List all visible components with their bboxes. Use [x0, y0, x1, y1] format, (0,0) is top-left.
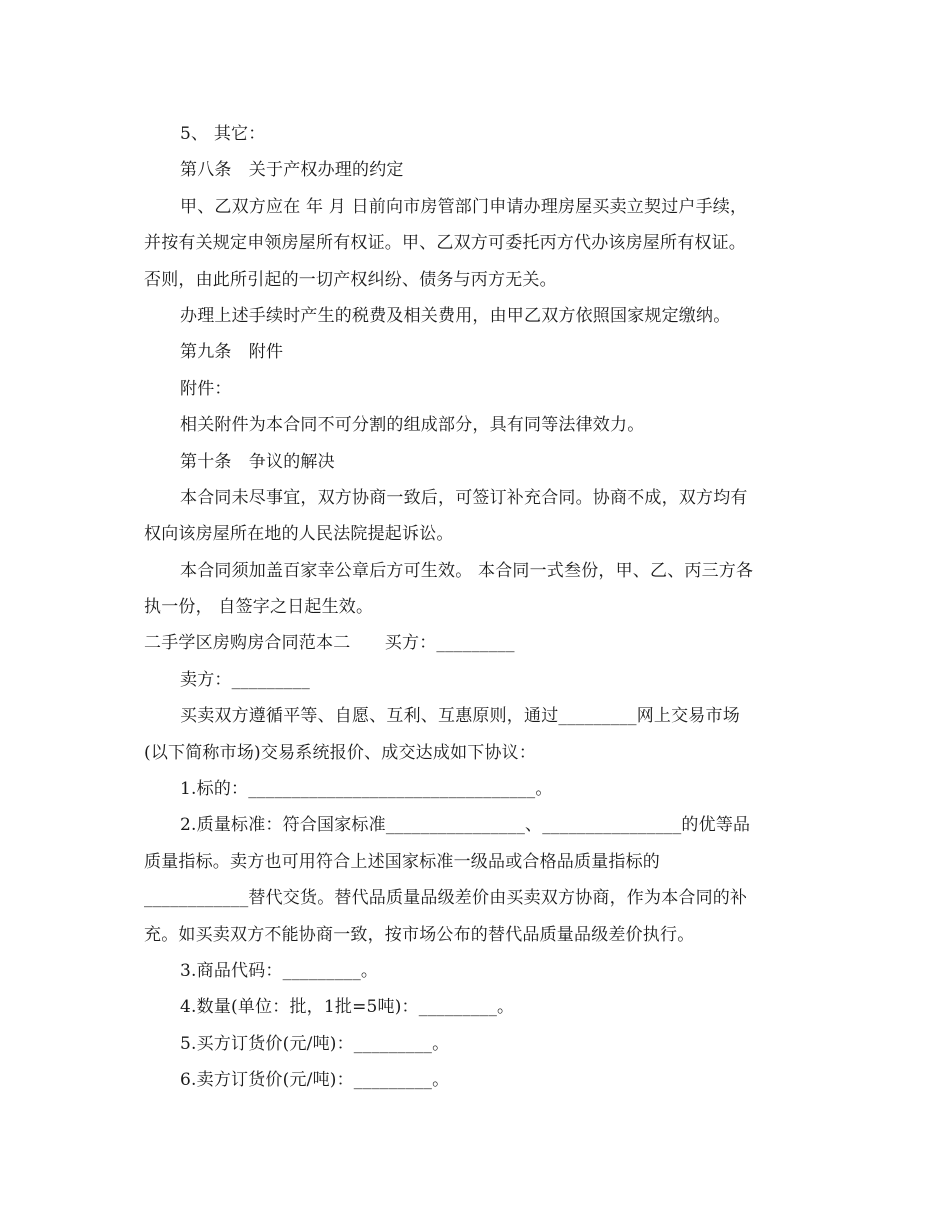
seller-line: 卖方：_________: [180, 669, 310, 690]
attachment-label: 附件：: [180, 378, 232, 399]
intro-para-line-1: 买卖双方遵循平等、自愿、互利、互惠原则，通过_________网上交易市场: [180, 706, 740, 727]
item-6-seller-price: 6.卖方订货价(元/吨)：_________。: [180, 1070, 450, 1091]
item-4-quantity: 4.数量(单位：批，1批=5吨)：_________。: [180, 997, 515, 1018]
article-8-heading: 第八条 关于产权办理的约定: [180, 160, 404, 181]
item-5-buyer-price: 5.买方订货价(元/吨)：_________。: [180, 1033, 450, 1054]
attachment-para: 相关附件为本合同不可分割的组成部分，具有同等法律效力。: [180, 415, 645, 436]
template-2-title-buyer: 二手学区房购房合同范本二 买方：_________: [144, 633, 515, 654]
article-8-para-1-line-1: 甲、乙双方应在 年 月 日前向市房管部门申请办理房屋买卖立契过户手续，: [180, 196, 748, 217]
item-2-quality-line-2: 质量指标。卖方也可用符合上述国家标准一级品或合格品质量指标的: [144, 851, 660, 872]
article-10-para-line-2: 权向该房屋所在地的人民法院提起诉讼。: [144, 524, 454, 545]
effect-para-line-2: 执一份， 自签字之日起生效。: [144, 597, 374, 618]
article-8-para-2: 办理上述手续时产生的税费及相关费用，由甲乙双方依照国家规定缴纳。: [180, 305, 731, 326]
effect-para-line-1: 本合同须加盖百家幸公章后方可生效。 本合同一式叁份，甲、乙、丙三方各: [180, 560, 754, 581]
item-3-commodity-code: 3.商品代码：_________。: [180, 960, 379, 981]
intro-para-line-2: (以下简称市场)交易系统报价、成交达成如下协议：: [144, 742, 537, 763]
clause-other: 5、 其它：: [180, 124, 266, 144]
article-10-para-line-1: 本合同未尽事宜，双方协商一致后，可签订补充合同。协商不成，双方均有: [180, 487, 748, 508]
article-9-heading: 第九条 附件: [180, 342, 284, 363]
item-2-quality-line-1: 2.质量标准：符合国家标准________________、________________的优等品: [180, 815, 751, 836]
document-body: [144, 116, 809, 1099]
article-8-para-1-line-3: 否则，由此所引起的一切产权纠纷、债务与丙方无关。: [144, 269, 557, 290]
article-8-para-1-line-2: 并按有关规定申领房屋所有权证。甲、乙双方可委托丙方代办该房屋所有权证。: [144, 233, 746, 254]
article-10-heading: 第十条 争议的解决: [180, 451, 335, 472]
item-2-quality-line-3: ____________替代交货。替代品质量品级差价由买卖双方协商，作为本合同的补: [144, 888, 748, 909]
item-1-subject: 1.标的：_________________________________。: [180, 779, 553, 800]
item-2-quality-line-4: 充。如买卖双方不能协商一致，按市场公布的替代品质量品级差价执行。: [144, 924, 695, 945]
